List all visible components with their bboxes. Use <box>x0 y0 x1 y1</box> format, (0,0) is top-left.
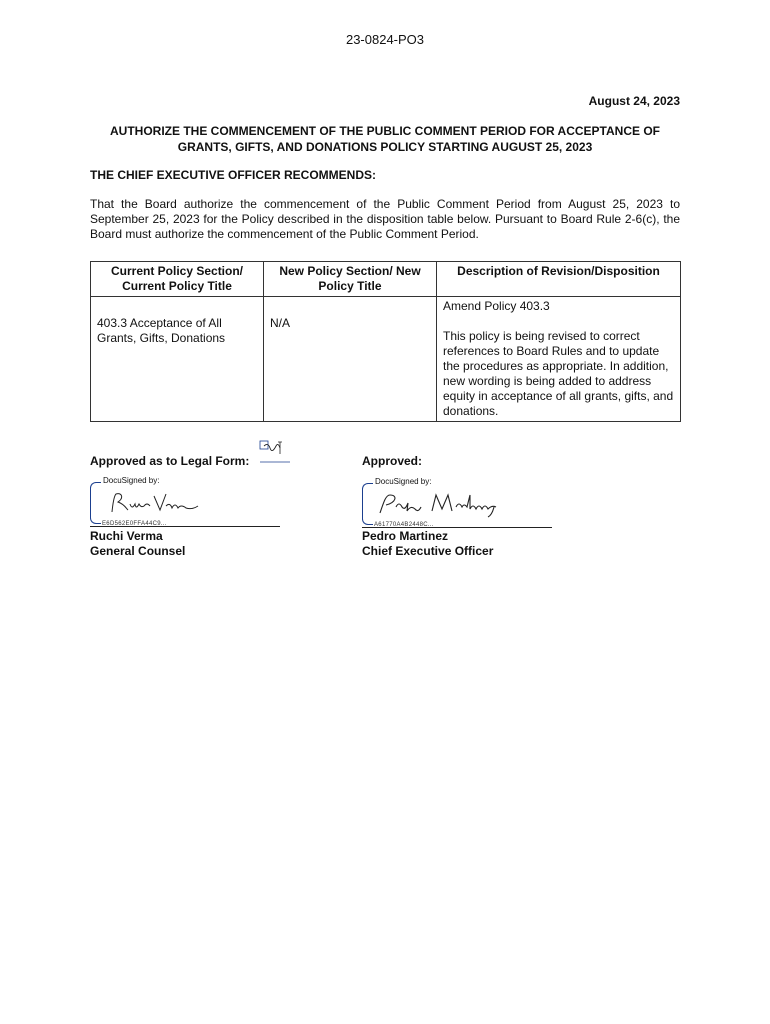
legal-signature-block <box>90 476 280 528</box>
new-policy-text: N/A <box>270 316 291 330</box>
ceo-signer <box>362 529 493 559</box>
table-header-description: Description of Revision/Disposition <box>437 262 681 297</box>
current-policy-cell <box>91 297 264 422</box>
signature-hash: A61770A4B2448C... <box>374 522 434 528</box>
description-line-detail: This policy is being revised to correct references to Board Rules and to update the procedures as appropriate. In addition, new wording is being added to address equity in acceptance of all grants, gifts, and donations. <box>443 329 674 418</box>
signature-bracket <box>362 483 373 525</box>
ceo-signature-graphic <box>376 487 506 521</box>
current-policy-text: 403.3 Acceptance of All Grants, Gifts, Donations <box>97 316 226 345</box>
description-cell <box>437 297 681 422</box>
document-id: 23-0824-PO3 <box>345 32 425 47</box>
ceo-signature-block <box>362 477 552 529</box>
document-date: August 24, 2023 <box>588 94 680 108</box>
recommendation-heading: THE CHIEF EXECUTIVE OFFICER RECOMMENDS: <box>90 168 377 182</box>
ceo-signer-role: Chief Executive Officer <box>362 544 494 558</box>
legal-signature-graphic <box>104 486 204 518</box>
signature-bracket <box>90 482 101 524</box>
table-header-new: New Policy Section/ New Policy Title <box>264 262 437 297</box>
document-title: AUTHORIZE THE COMMENCEMENT OF THE PUBLIC COMMENT PERIOD FOR ACCEPTANCE OF GRANTS, GIFTS, AND DONATIONS POLICY STARTING AUGUST 25, 2023 <box>110 124 660 154</box>
docusigned-label: DocuSigned by: <box>103 476 160 485</box>
signature-hash: E6D562E0FFA44C9... <box>102 521 167 527</box>
description-line-amend: Amend Policy 403.3 <box>443 299 550 313</box>
initials-stamp-icon <box>258 438 292 464</box>
table-header-current: Current Policy Section/ Current Policy Title <box>91 262 264 297</box>
disposition-table <box>90 261 681 422</box>
signature-line <box>362 527 552 528</box>
docusigned-label: DocuSigned by: <box>375 477 432 486</box>
new-policy-cell <box>264 297 437 422</box>
approved-legal-label: Approved as to Legal Form: <box>90 454 250 468</box>
legal-signer-name: Ruchi Verma <box>90 529 163 543</box>
approved-ceo-label: Approved: <box>362 454 422 468</box>
legal-signer-role: General Counsel <box>90 544 186 558</box>
signature-line <box>90 526 280 527</box>
ceo-signer-name: Pedro Martinez <box>362 529 449 543</box>
table-row <box>91 297 681 422</box>
recommendation-body: That the Board authorize the commencement of the Public Comment Period from August 25, 2023 to September 25, 2023 for the Policy described in the disposition table below. Pursuant to Board Rule 2-6(c), the Board must authorize the commencement of the Public Comment Period. <box>90 197 680 241</box>
legal-signer <box>90 529 185 559</box>
